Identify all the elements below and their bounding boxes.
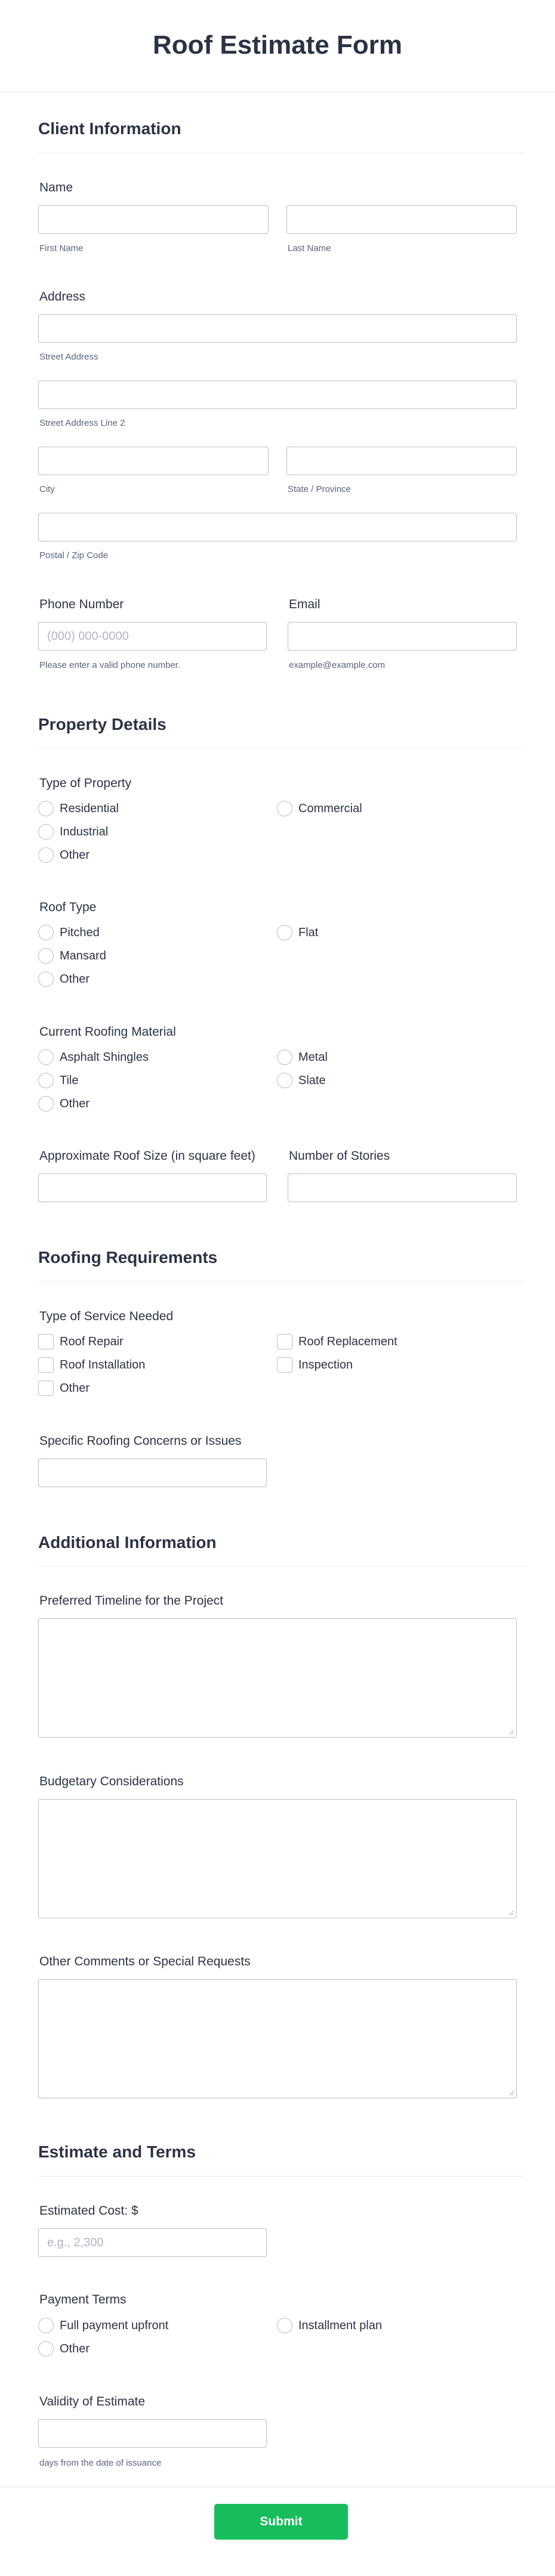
radio-circle[interactable] [38,847,54,863]
option-label: Mansard [60,949,106,962]
option-label: Tile [60,1074,79,1087]
city-input[interactable] [38,447,269,475]
section-title-additional-information: Additional Information [38,1533,217,1552]
resize-grip-icon[interactable] [507,2089,514,2096]
option-label: Pitched [60,926,100,939]
radio-option[interactable] [38,924,100,942]
checkbox-box[interactable] [38,1334,54,1349]
checkbox-box[interactable] [38,1357,54,1373]
phone-label: Phone Number [39,597,124,611]
last-name-sublabel: Last Name [288,243,331,253]
option-label: Other [60,1097,90,1110]
timeline-textarea[interactable] [38,1618,517,1738]
checkbox-option[interactable] [277,1356,353,1374]
roof-type-label: Roof Type [39,900,97,914]
option-label: Other [60,1382,90,1395]
resize-grip-icon[interactable] [507,1728,514,1735]
stories-input[interactable] [288,1174,517,1202]
property-type-label: Type of Property [39,776,132,790]
checkbox-option[interactable] [38,1333,124,1351]
radio-circle[interactable] [38,948,54,964]
option-label: Slate [298,1074,326,1087]
validity-input[interactable] [38,2419,267,2448]
radio-circle[interactable] [277,801,292,816]
radio-circle[interactable] [277,1073,292,1088]
radio-circle[interactable] [277,925,292,940]
radio-option[interactable] [38,823,108,841]
state-input[interactable] [286,447,517,475]
section-title-client-information: Client Information [38,119,181,138]
zip-input[interactable] [38,513,517,541]
email-input[interactable] [288,622,517,651]
option-label: Industrial [60,825,109,838]
radio-circle[interactable] [277,2318,292,2333]
checkbox-option[interactable] [277,1333,397,1351]
validity-label: Validity of Estimate [39,2395,146,2408]
option-label: Metal [298,1051,328,1064]
radio-option[interactable] [38,2317,168,2334]
phone-input[interactable] [38,622,267,651]
section-title-property-details: Property Details [38,715,166,733]
first-name-sublabel: First Name [39,243,84,253]
radio-option[interactable] [38,970,90,988]
city-sublabel: City [39,484,55,494]
comments-textarea[interactable] [38,1979,517,2098]
radio-option[interactable] [277,1048,328,1066]
validity-sublabel: days from the date of issuance [39,2458,162,2468]
checkbox-box[interactable] [277,1334,292,1349]
estimated-cost-input[interactable] [38,2228,267,2257]
budget-textarea[interactable] [38,1799,517,1918]
first-name-input[interactable] [38,205,269,234]
radio-option[interactable] [277,924,318,942]
payment-terms-label: Payment Terms [39,2293,127,2306]
radio-circle[interactable] [38,925,54,940]
radio-option[interactable] [277,800,362,818]
radio-option[interactable] [38,1072,78,1089]
option-label: Inspection [298,1358,353,1371]
radio-circle[interactable] [38,1049,54,1065]
option-label: Full payment upfront [60,2319,169,2332]
option-label: Roof Replacement [298,1335,397,1348]
radio-circle[interactable] [38,801,54,816]
street-address-input[interactable] [38,314,517,343]
radio-option[interactable] [38,1095,90,1113]
option-label: Other [60,973,90,986]
radio-option[interactable] [277,1072,326,1089]
option-label: Asphalt Shingles [60,1051,149,1064]
phone-sublabel: Please enter a valid phone number. [39,660,180,670]
radio-circle[interactable] [38,2341,54,2357]
radio-option[interactable] [38,2340,90,2358]
estimated-cost-label: Estimated Cost: $ [39,2204,138,2218]
radio-option[interactable] [38,800,119,818]
option-label: Flat [298,926,319,939]
checkbox-box[interactable] [277,1357,292,1373]
checkbox-box[interactable] [38,1380,54,1396]
option-label: Other [60,2342,90,2355]
address-label: Address [39,290,86,304]
radio-circle[interactable] [38,824,54,840]
option-label: Commercial [298,802,362,815]
option-label: Residential [60,802,119,815]
radio-circle[interactable] [277,1049,292,1065]
radio-circle[interactable] [38,2318,54,2333]
budget-label: Budgetary Considerations [39,1775,184,1788]
street-address-line2-sublabel: Street Address Line 2 [39,418,125,428]
resize-grip-icon[interactable] [507,1909,514,1916]
email-label: Email [289,597,320,611]
roof-size-label: Approximate Roof Size (in square feet) [39,1149,255,1163]
comments-label: Other Comments or Special Requests [39,1955,251,1968]
checkbox-option[interactable] [38,1379,90,1397]
section-title-estimate-and-terms: Estimate and Terms [38,2142,196,2161]
service-type-label: Type of Service Needed [39,1309,174,1323]
street-address-sublabel: Street Address [39,352,98,362]
concerns-label: Specific Roofing Concerns or Issues [39,1434,242,1448]
checkbox-option[interactable] [38,1356,145,1374]
option-label: Installment plan [298,2319,383,2332]
concerns-input[interactable] [38,1459,267,1487]
email-sublabel: example@example.com [289,660,386,670]
radio-circle[interactable] [38,971,54,987]
state-sublabel: State / Province [288,484,351,494]
zip-sublabel: Postal / Zip Code [39,550,109,561]
street-address-line2-input[interactable] [38,380,517,409]
page-title: Roof Estimate Form [152,30,403,60]
roof-size-input[interactable] [38,1174,267,1202]
submit-button[interactable]: Submit [214,2504,348,2540]
stories-label: Number of Stories [289,1149,390,1163]
option-label: Roof Installation [60,1358,146,1371]
timeline-label: Preferred Timeline for the Project [39,1594,224,1608]
option-label: Other [60,849,90,862]
radio-circle[interactable] [38,1073,54,1088]
roofing-material-label: Current Roofing Material [39,1025,176,1039]
radio-option[interactable] [277,2317,382,2334]
radio-option[interactable] [38,947,106,965]
section-divider [38,748,525,749]
radio-circle[interactable] [38,1096,54,1111]
radio-option[interactable] [38,1048,149,1066]
radio-option[interactable] [38,846,90,864]
name-label: Name [39,181,73,194]
section-title-roofing-requirements: Roofing Requirements [38,1248,218,1267]
option-label: Roof Repair [60,1335,124,1348]
last-name-input[interactable] [286,205,517,234]
